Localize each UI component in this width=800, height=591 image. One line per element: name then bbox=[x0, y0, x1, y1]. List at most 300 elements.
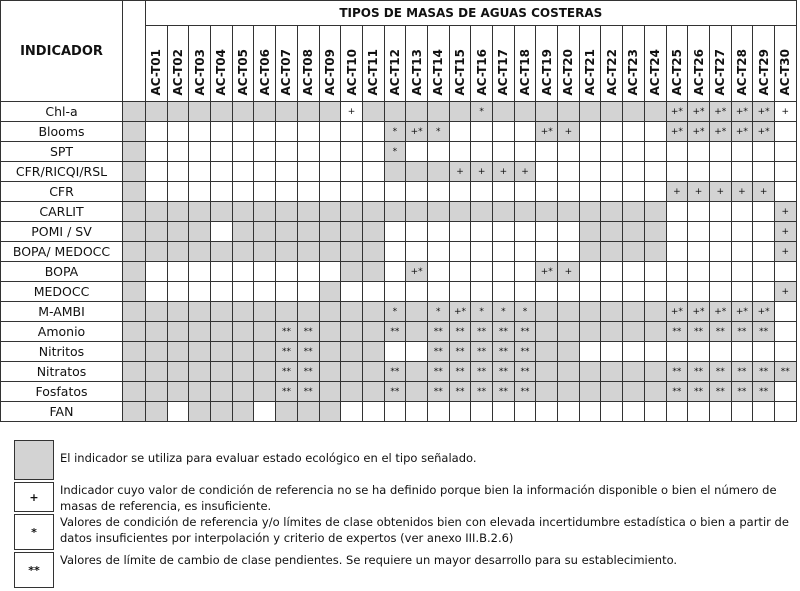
table-cell bbox=[558, 382, 580, 402]
table-cell bbox=[731, 142, 753, 162]
table-cell bbox=[688, 202, 710, 222]
table-cell bbox=[666, 222, 688, 242]
table-cell bbox=[232, 282, 254, 302]
table-cell bbox=[471, 222, 493, 242]
table-row bbox=[1, 402, 797, 422]
table-row bbox=[1, 282, 797, 302]
table-cell: * bbox=[493, 302, 515, 322]
table-cell bbox=[493, 242, 515, 262]
table-cell bbox=[319, 302, 341, 322]
table-cell bbox=[644, 242, 666, 262]
table-cell bbox=[731, 282, 753, 302]
table-cell bbox=[709, 342, 731, 362]
table-cell bbox=[493, 402, 515, 422]
table-cell bbox=[536, 222, 558, 242]
table-cell: ** bbox=[471, 382, 493, 402]
table-cell bbox=[406, 242, 428, 262]
column-header-label: AC-T11 bbox=[366, 48, 381, 95]
table-cell bbox=[709, 162, 731, 182]
table-cell bbox=[536, 362, 558, 382]
table-cell bbox=[471, 262, 493, 282]
table-cell bbox=[558, 222, 580, 242]
table-cell bbox=[753, 222, 775, 242]
table-cell bbox=[211, 242, 233, 262]
table-cell bbox=[254, 302, 276, 322]
table-cell bbox=[514, 402, 536, 422]
table-cell bbox=[514, 202, 536, 222]
table-cell bbox=[601, 102, 623, 122]
blank-cell bbox=[123, 282, 146, 302]
table-cell bbox=[384, 342, 406, 362]
table-cell bbox=[211, 382, 233, 402]
table-cell bbox=[254, 122, 276, 142]
table-cell bbox=[276, 262, 298, 282]
table-cell bbox=[276, 202, 298, 222]
table-cell bbox=[601, 302, 623, 322]
table-cell bbox=[471, 402, 493, 422]
table-cell: ** bbox=[384, 382, 406, 402]
legend-swatch bbox=[14, 440, 54, 480]
indicator-name: CFR/RICQI/RSL bbox=[1, 162, 123, 182]
table-cell bbox=[232, 242, 254, 262]
table-cell bbox=[167, 322, 189, 342]
table-cell bbox=[558, 142, 580, 162]
table-cell bbox=[297, 102, 319, 122]
table-cell bbox=[644, 382, 666, 402]
table-cell bbox=[232, 402, 254, 422]
table-cell bbox=[146, 342, 168, 362]
table-cell bbox=[297, 142, 319, 162]
table-cell bbox=[514, 122, 536, 142]
table-cell: ** bbox=[276, 362, 298, 382]
column-header-label: AC-T24 bbox=[648, 48, 663, 95]
table-cell bbox=[644, 262, 666, 282]
blank-cell bbox=[123, 302, 146, 322]
table-cell bbox=[514, 242, 536, 262]
table-cell: + bbox=[688, 182, 710, 202]
table-cell bbox=[406, 222, 428, 242]
table-cell bbox=[232, 102, 254, 122]
table-cell bbox=[644, 202, 666, 222]
table-cell bbox=[146, 302, 168, 322]
table-cell bbox=[406, 202, 428, 222]
table-cell bbox=[709, 222, 731, 242]
table-cell bbox=[167, 242, 189, 262]
table-cell: ** bbox=[449, 342, 471, 362]
indicator-name: CARLIT bbox=[1, 202, 123, 222]
table-row bbox=[1, 362, 797, 382]
table-cell: + bbox=[774, 102, 796, 122]
table-cell bbox=[558, 162, 580, 182]
table-cell bbox=[211, 302, 233, 322]
table-cell bbox=[297, 182, 319, 202]
table-cell: +* bbox=[709, 302, 731, 322]
table-cell bbox=[341, 302, 363, 322]
column-header-label: AC-T09 bbox=[322, 48, 337, 95]
legend-text: Valores de condición de referencia y/o límites de clase obtenidos bien con elevada incertidumbre estadística o bien a partir de datos insuficientes por interpolación y criterio de expertos (ver anexo III.B.2.6) bbox=[60, 515, 789, 545]
column-header-label: AC-T25 bbox=[669, 48, 684, 95]
table-cell: +* bbox=[406, 122, 428, 142]
table-cell bbox=[362, 382, 384, 402]
table-cell bbox=[211, 262, 233, 282]
table-cell bbox=[384, 222, 406, 242]
table-cell bbox=[167, 382, 189, 402]
table-cell: ** bbox=[709, 362, 731, 382]
blank-cell bbox=[123, 182, 146, 202]
table-cell bbox=[146, 222, 168, 242]
column-header-label: AC-T30 bbox=[778, 48, 793, 95]
table-cell bbox=[493, 282, 515, 302]
table-cell bbox=[471, 122, 493, 142]
blank-cell bbox=[123, 362, 146, 382]
table-cell bbox=[167, 342, 189, 362]
table-cell bbox=[601, 142, 623, 162]
table-cell: + bbox=[493, 162, 515, 182]
table-cell bbox=[601, 342, 623, 362]
table-cell bbox=[362, 222, 384, 242]
table-cell: + bbox=[709, 182, 731, 202]
table-cell: + bbox=[471, 162, 493, 182]
table-cell bbox=[232, 222, 254, 242]
table-cell bbox=[623, 362, 645, 382]
table-cell bbox=[254, 342, 276, 362]
table-cell bbox=[688, 222, 710, 242]
table-cell bbox=[254, 242, 276, 262]
table-cell bbox=[146, 282, 168, 302]
table-cell bbox=[232, 342, 254, 362]
blank-cell bbox=[123, 102, 146, 122]
table-cell bbox=[189, 122, 211, 142]
table-cell: + bbox=[666, 182, 688, 202]
blank-cell bbox=[123, 142, 146, 162]
column-header-label: AC-T12 bbox=[387, 48, 402, 95]
table-cell: +* bbox=[666, 102, 688, 122]
table-cell: ** bbox=[297, 322, 319, 342]
table-cell bbox=[731, 202, 753, 222]
table-row bbox=[1, 262, 797, 282]
column-header-label: AC-T18 bbox=[518, 48, 533, 95]
table-cell bbox=[579, 122, 601, 142]
table-cell bbox=[753, 202, 775, 222]
blank-cell bbox=[123, 342, 146, 362]
indicator-name: MEDOCC bbox=[1, 282, 123, 302]
table-cell bbox=[362, 182, 384, 202]
table-cell bbox=[774, 182, 796, 202]
table-cell bbox=[471, 282, 493, 302]
table-cell bbox=[211, 222, 233, 242]
table-cell bbox=[709, 202, 731, 222]
column-header bbox=[211, 26, 233, 102]
table-cell: * bbox=[384, 122, 406, 142]
blank-header-cell bbox=[123, 1, 146, 102]
table-cell: * bbox=[384, 302, 406, 322]
table-cell bbox=[688, 162, 710, 182]
table-cell bbox=[362, 202, 384, 222]
table-cell bbox=[558, 342, 580, 362]
table-cell bbox=[514, 142, 536, 162]
table-cell: +* bbox=[536, 262, 558, 282]
table-cell bbox=[666, 242, 688, 262]
table-cell bbox=[189, 402, 211, 422]
table-cell: +* bbox=[709, 102, 731, 122]
table-cell: +* bbox=[731, 302, 753, 322]
table-cell bbox=[623, 382, 645, 402]
table-cell bbox=[254, 262, 276, 282]
table-cell: ** bbox=[709, 322, 731, 342]
table-cell bbox=[232, 362, 254, 382]
table-cell bbox=[709, 282, 731, 302]
column-header-label: AC-T07 bbox=[279, 48, 294, 95]
table-row bbox=[1, 302, 797, 322]
table-cell bbox=[623, 282, 645, 302]
legend-swatch: + bbox=[14, 482, 54, 512]
table-cell bbox=[406, 382, 428, 402]
table-cell bbox=[536, 102, 558, 122]
column-header bbox=[276, 26, 298, 102]
indicator-name: Amonio bbox=[1, 322, 123, 342]
table-cell: ** bbox=[471, 342, 493, 362]
table-cell bbox=[623, 262, 645, 282]
table-cell bbox=[579, 402, 601, 422]
table-cell bbox=[449, 102, 471, 122]
table-cell bbox=[211, 362, 233, 382]
table-cell: ** bbox=[297, 362, 319, 382]
column-header bbox=[341, 26, 363, 102]
table-cell bbox=[471, 202, 493, 222]
column-header-label: AC-T10 bbox=[344, 48, 359, 95]
table-cell bbox=[579, 262, 601, 282]
table-cell bbox=[774, 122, 796, 142]
column-header-label: AC-T15 bbox=[452, 48, 467, 95]
table-cell: +* bbox=[666, 302, 688, 322]
table-cell bbox=[536, 402, 558, 422]
table-cell bbox=[558, 282, 580, 302]
table-cell bbox=[666, 142, 688, 162]
table-cell bbox=[211, 342, 233, 362]
table-cell: ** bbox=[731, 362, 753, 382]
table-cell bbox=[341, 222, 363, 242]
blank-cell bbox=[123, 322, 146, 342]
table-cell: +* bbox=[709, 122, 731, 142]
table-cell bbox=[666, 162, 688, 182]
table-cell bbox=[254, 222, 276, 242]
indicator-header: INDICADOR bbox=[1, 1, 123, 102]
table-cell bbox=[297, 162, 319, 182]
column-header-label: AC-T28 bbox=[734, 48, 749, 95]
table-cell: ** bbox=[709, 382, 731, 402]
table-cell bbox=[319, 102, 341, 122]
table-cell bbox=[536, 142, 558, 162]
table-cell bbox=[189, 242, 211, 262]
table-cell bbox=[384, 262, 406, 282]
table-cell bbox=[709, 402, 731, 422]
table-cell bbox=[623, 202, 645, 222]
table-cell bbox=[232, 162, 254, 182]
table-cell bbox=[232, 142, 254, 162]
table-cell: ** bbox=[514, 342, 536, 362]
table-cell bbox=[341, 342, 363, 362]
table-cell bbox=[666, 282, 688, 302]
blank-cell bbox=[123, 202, 146, 222]
table-cell bbox=[406, 322, 428, 342]
column-header bbox=[774, 26, 796, 102]
table-cell bbox=[493, 142, 515, 162]
column-header bbox=[753, 26, 775, 102]
blank-cell bbox=[123, 402, 146, 422]
table-cell bbox=[146, 202, 168, 222]
table-cell bbox=[666, 402, 688, 422]
table-cell bbox=[167, 282, 189, 302]
table-cell bbox=[362, 102, 384, 122]
column-header-label: AC-T08 bbox=[301, 48, 316, 95]
table-cell bbox=[427, 182, 449, 202]
table-cell bbox=[427, 162, 449, 182]
table-cell bbox=[753, 342, 775, 362]
column-header bbox=[189, 26, 211, 102]
blank-cell bbox=[123, 122, 146, 142]
table-cell bbox=[536, 282, 558, 302]
table-cell: ** bbox=[427, 342, 449, 362]
table-cell bbox=[644, 302, 666, 322]
table-cell bbox=[146, 162, 168, 182]
table-cell: + bbox=[558, 122, 580, 142]
table-cell bbox=[362, 142, 384, 162]
table-cell: ** bbox=[774, 362, 796, 382]
table-cell bbox=[189, 302, 211, 322]
table-cell bbox=[341, 382, 363, 402]
table-cell bbox=[319, 202, 341, 222]
table-cell bbox=[232, 302, 254, 322]
table-cell bbox=[406, 182, 428, 202]
indicator-name: BOPA/ MEDOCC bbox=[1, 242, 123, 262]
column-header bbox=[601, 26, 623, 102]
table-cell: ** bbox=[514, 322, 536, 342]
table-cell bbox=[406, 302, 428, 322]
column-header bbox=[688, 26, 710, 102]
table-cell bbox=[449, 222, 471, 242]
table-cell bbox=[362, 162, 384, 182]
table-cell bbox=[558, 302, 580, 322]
table-cell bbox=[666, 342, 688, 362]
table-cell bbox=[189, 142, 211, 162]
table-cell bbox=[232, 202, 254, 222]
table-cell bbox=[362, 322, 384, 342]
table-cell bbox=[579, 282, 601, 302]
table-row bbox=[1, 382, 797, 402]
table-cell bbox=[601, 222, 623, 242]
column-header bbox=[167, 26, 189, 102]
column-header bbox=[254, 26, 276, 102]
table-cell bbox=[623, 222, 645, 242]
column-header bbox=[427, 26, 449, 102]
table-row bbox=[1, 162, 797, 182]
table-cell: +* bbox=[688, 122, 710, 142]
table-cell bbox=[297, 302, 319, 322]
table-cell bbox=[189, 322, 211, 342]
table-cell bbox=[427, 242, 449, 262]
table-cell bbox=[427, 102, 449, 122]
column-header-label: AC-T14 bbox=[431, 48, 446, 95]
legend-swatch: * bbox=[14, 514, 54, 550]
table-cell: ** bbox=[731, 322, 753, 342]
table-cell bbox=[601, 402, 623, 422]
indicator-name: CFR bbox=[1, 182, 123, 202]
table-cell bbox=[731, 242, 753, 262]
table-cell: ** bbox=[688, 382, 710, 402]
table-cell bbox=[276, 162, 298, 182]
table-cell bbox=[514, 282, 536, 302]
table-cell bbox=[319, 122, 341, 142]
table-cell bbox=[254, 182, 276, 202]
types-header: TIPOS DE MASAS DE AGUAS COSTERAS bbox=[146, 1, 797, 26]
table-cell: ** bbox=[276, 342, 298, 362]
table-cell bbox=[579, 302, 601, 322]
table-cell bbox=[341, 122, 363, 142]
indicator-name: FAN bbox=[1, 402, 123, 422]
table-cell bbox=[341, 362, 363, 382]
table-cell bbox=[167, 362, 189, 382]
table-cell bbox=[579, 322, 601, 342]
table-row bbox=[1, 322, 797, 342]
column-header bbox=[471, 26, 493, 102]
table-row bbox=[1, 182, 797, 202]
table-cell bbox=[753, 282, 775, 302]
table-cell bbox=[579, 362, 601, 382]
table-cell: +* bbox=[731, 122, 753, 142]
column-header-label: AC-T20 bbox=[561, 48, 576, 95]
column-header bbox=[297, 26, 319, 102]
table-cell bbox=[579, 222, 601, 242]
table-cell bbox=[449, 202, 471, 222]
table-cell: ** bbox=[449, 362, 471, 382]
table-cell bbox=[753, 262, 775, 282]
table-cell bbox=[753, 242, 775, 262]
table-cell: ** bbox=[384, 362, 406, 382]
table-cell: +* bbox=[666, 122, 688, 142]
table-cell bbox=[688, 402, 710, 422]
table-cell bbox=[211, 182, 233, 202]
table-cell bbox=[384, 282, 406, 302]
table-cell bbox=[471, 242, 493, 262]
table-cell bbox=[211, 402, 233, 422]
table-cell bbox=[731, 402, 753, 422]
table-cell bbox=[297, 222, 319, 242]
table-cell bbox=[362, 402, 384, 422]
table-cell bbox=[623, 162, 645, 182]
table-cell bbox=[146, 322, 168, 342]
table-cell bbox=[536, 182, 558, 202]
table-cell bbox=[341, 262, 363, 282]
table-cell: ** bbox=[449, 382, 471, 402]
table-cell bbox=[731, 262, 753, 282]
table-cell bbox=[579, 202, 601, 222]
table-cell bbox=[688, 282, 710, 302]
table-cell bbox=[449, 182, 471, 202]
table-cell: ** bbox=[666, 322, 688, 342]
table-cell bbox=[232, 322, 254, 342]
table-cell bbox=[623, 102, 645, 122]
table-cell bbox=[709, 242, 731, 262]
table-row bbox=[1, 142, 797, 162]
table-cell: * bbox=[471, 102, 493, 122]
table-cell: +* bbox=[449, 302, 471, 322]
table-cell bbox=[753, 142, 775, 162]
table-cell bbox=[146, 142, 168, 162]
table-cell bbox=[167, 182, 189, 202]
table-cell bbox=[189, 282, 211, 302]
table-cell bbox=[731, 162, 753, 182]
table-cell bbox=[254, 162, 276, 182]
